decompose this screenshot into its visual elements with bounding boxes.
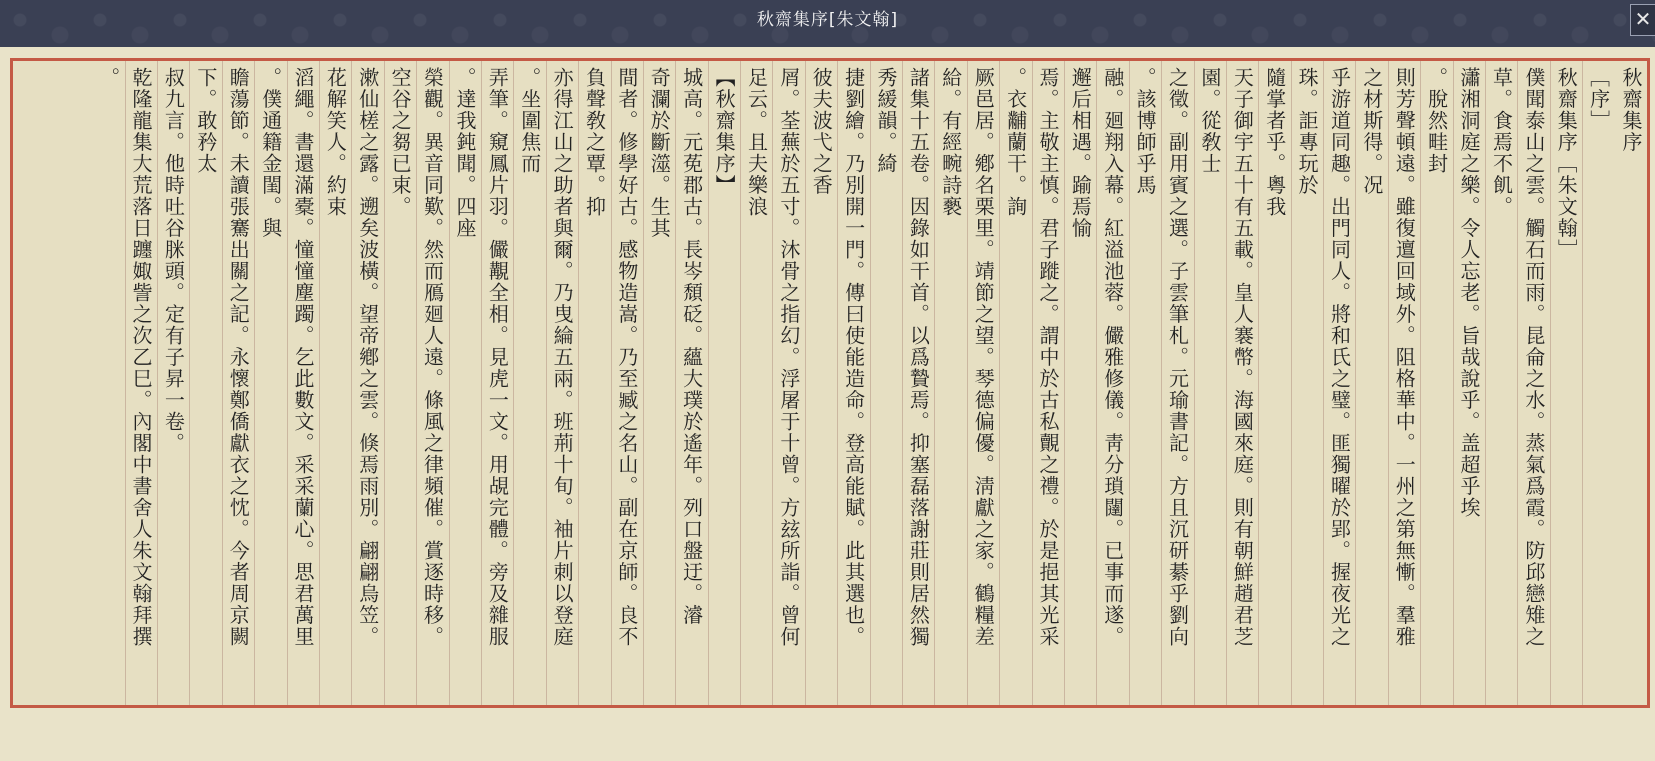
- text-column: 。: [96, 67, 121, 89]
- text-column: 。僕通籍金閨。與: [254, 61, 286, 705]
- text-column: 僕聞泰山之雲。觸石而雨。昆侖之水。蒸氣爲霞。防邱戀雉之: [1517, 61, 1549, 705]
- text-column: 之徵。副用賓之選。子雲筆札。元瑜書記。方且沉研綦乎劉向: [1161, 61, 1193, 705]
- text-column: 秋齋集序: [1619, 67, 1643, 153]
- text-column: 諸集十五卷。因錄如干首。以爲贄焉。抑塞磊落謝莊則居然獨: [902, 61, 934, 705]
- text-column: 亦得江山之助者與爾。乃曳綸五兩。班荊十旬。袖片刺以登庭: [546, 61, 578, 705]
- text-column: 空谷之芻已束。: [384, 61, 416, 705]
- text-column: 滔繩。書還滿橐。憧憧塵躅。乞此數文。采采蘭心。思君萬里: [287, 61, 319, 705]
- text-column: 漱仙槎之露。遡矣波橫。望帝鄕之雲。倏焉雨別。翩翩烏笠。: [351, 61, 383, 705]
- text-column: 焉。主敬主慎。君子蹝之。謂中於古私覿之禮。於是挹其光采: [1032, 61, 1064, 705]
- text-column: 草。食焉不飢。: [1485, 61, 1517, 705]
- text-column: 乎游道同趣。出門同人。將和氏之璧。匪獨曜於郢。握夜光之: [1323, 61, 1355, 705]
- text-column: 秋齋集序［朱文翰］: [1550, 61, 1582, 705]
- title-bar: [0, 0, 1655, 47]
- text-column: 下。敢矜太: [189, 61, 221, 705]
- text-column: 間者。修學好古。感物造嵩。乃至臧之名山。副在京師。良不: [611, 61, 643, 705]
- text-column: 屑。荃蕪於五寸。沐骨之指幻。浮屠于十曾。方玆所詣。曾何: [772, 61, 804, 705]
- text-column: 秀緩韻。綺: [870, 61, 902, 705]
- text-column: 乾隆龍集大荒落日躔娵訾之次乙巳。內閣中書舍人朱文翰拜撰: [125, 61, 157, 705]
- text-column: 瀟湘洞庭之樂。令人忘老。旨哉說乎。盖超乎埃: [1453, 61, 1485, 705]
- text-column: 叔九言。他時吐谷脒頭。定有子昇一卷。: [157, 61, 189, 705]
- text-column: 城高。元莬郡古。長岑頹砭。蘊大璞於遙年。列口盤迂。濬: [675, 61, 707, 705]
- text-column: 弄筆。窺鳳片羽。儼覯全相。見虎一文。用覘完體。旁及雜服: [481, 61, 513, 705]
- text-column: 瞻蕩節。未讀張騫出關之記。永懷鄭僑獻衣之忱。今者周京闕: [222, 61, 254, 705]
- text-column: 園。從敎士: [1194, 61, 1226, 705]
- text-column: 。該博師乎馬: [1129, 61, 1161, 705]
- text-column: 之材斯得。况: [1355, 61, 1387, 705]
- text-column: 融。廻翔入幕。紅溢池蓉。儼雅修儀。靑分瑣闥。已事而遂。: [1096, 61, 1128, 705]
- text-column: 給。有經畹詩褻: [934, 61, 966, 705]
- text-column: 厥邑居。鄕名栗里。靖節之望。琴德偏優。淸獻之家。鶴糧差: [967, 61, 999, 705]
- text-column: 。衣黼蘭干。詢: [999, 61, 1031, 705]
- text-column: 捷劉繪。乃別開一門。傳曰使能造命。登高能賦。此其選也。: [837, 61, 869, 705]
- close-button[interactable]: ✕: [1630, 4, 1655, 36]
- text-column: 隨掌者乎。粵我: [1258, 61, 1290, 705]
- text-column: 。達我鈍聞。四座: [449, 61, 481, 705]
- window-title: 秋齋集序[朱文翰]: [756, 10, 899, 30]
- text-column: 天子御宇五十有五載。皇人褰幣。海國來庭。則有朝鮮趙君芝: [1226, 61, 1258, 705]
- text-column: 。脫然畦封: [1420, 61, 1452, 705]
- text-column: 邂后相遇。踰焉愉: [1064, 61, 1096, 705]
- text-column: 榮觀。異音同歎。然而鴈廻人遠。條風之律頻催。賞逐時移。: [416, 61, 448, 705]
- document-page: [10, 58, 1650, 708]
- text-column: 花解笑人。約束: [319, 61, 351, 705]
- text-column: 。坐圍焦而: [513, 61, 545, 705]
- text-column: 則芳聲頓遠。雖復邅回域外。阻格華中。一州之第無慚。羣雅: [1388, 61, 1420, 705]
- text-column: ［序］: [1582, 61, 1614, 705]
- bottom-strip: [0, 711, 1655, 761]
- text-column: 足云。且夫樂浪: [740, 61, 772, 705]
- text-column: 彼夫波弋之香: [805, 61, 837, 705]
- text-column: 珠。詎專玩於: [1291, 61, 1323, 705]
- text-column: 【秋齋集序】: [708, 61, 740, 705]
- text-column: 負聲敎之覃。抑: [578, 61, 610, 705]
- text-column: 奇瀾於斷澨。生其: [643, 61, 675, 705]
- text-columns: [13, 61, 1647, 705]
